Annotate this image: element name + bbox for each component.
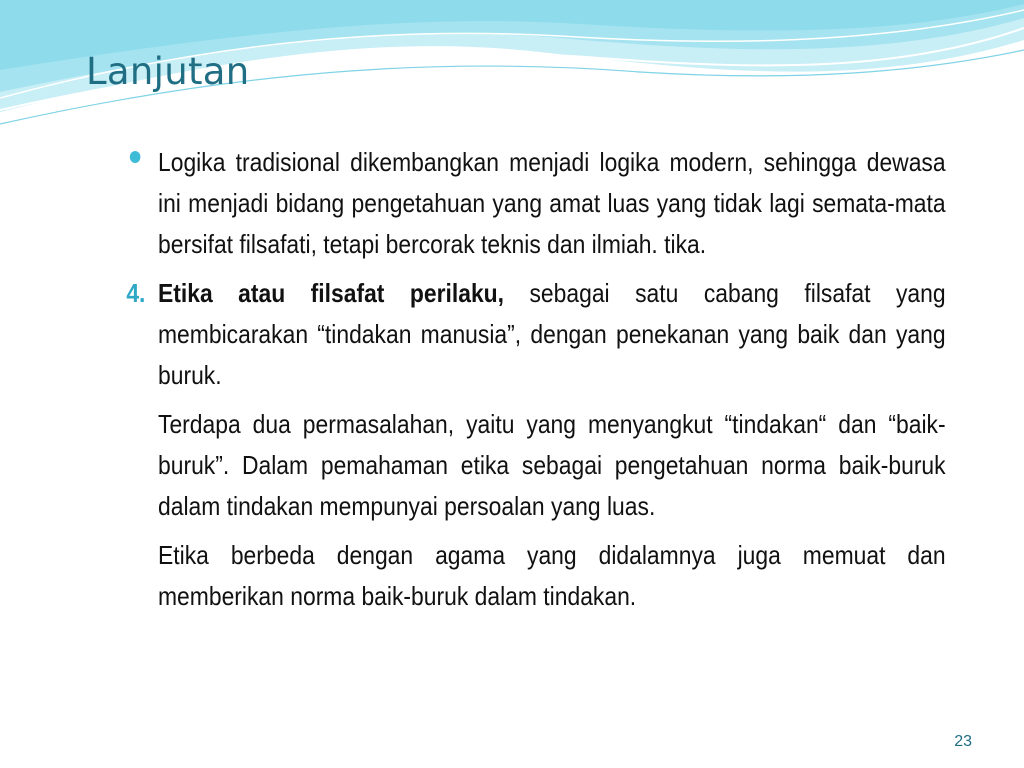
body-paragraph: Etika berbeda dengan agama yang didalamnya juga memuat dan memberikan norma baik-buruk dalam tindakan. (158, 540, 946, 611)
item-number: 4. (126, 278, 146, 308)
body-paragraph: Terdapa dua permasalahan, yaitu yang menyangkut “tindakan“ dan “baik-buruk”. Dalam pemahaman etika sebagai pengetahuan norma baik-buruk dalam tindakan mempunyai persoalan yang luas. (158, 409, 946, 521)
numbered-bold-text: Etika atau filsafat perilaku, (158, 278, 505, 308)
slide-content (126, 142, 946, 617)
slide-title: Lanjutan (86, 50, 250, 93)
numbered-text: sebagai satu cabang filsafat yang membicarakan “tindakan manusia”, dengan penekanan yang baik dan yang buruk. (158, 278, 946, 390)
bullet-text: Logika tradisional dikembangkan menjadi logika modern, sehingga dewasa ini menjadi bidang pengetahuan yang amat luas yang tidak lagi semata-mata bersifat filsafati, tetapi bercorak teknis dan ilmiah. tika. (158, 147, 946, 259)
page-number: 23 (954, 733, 972, 750)
numbered-paragraph (126, 273, 946, 396)
bullet-paragraph (158, 142, 946, 265)
circle-bullet-icon (130, 151, 141, 163)
